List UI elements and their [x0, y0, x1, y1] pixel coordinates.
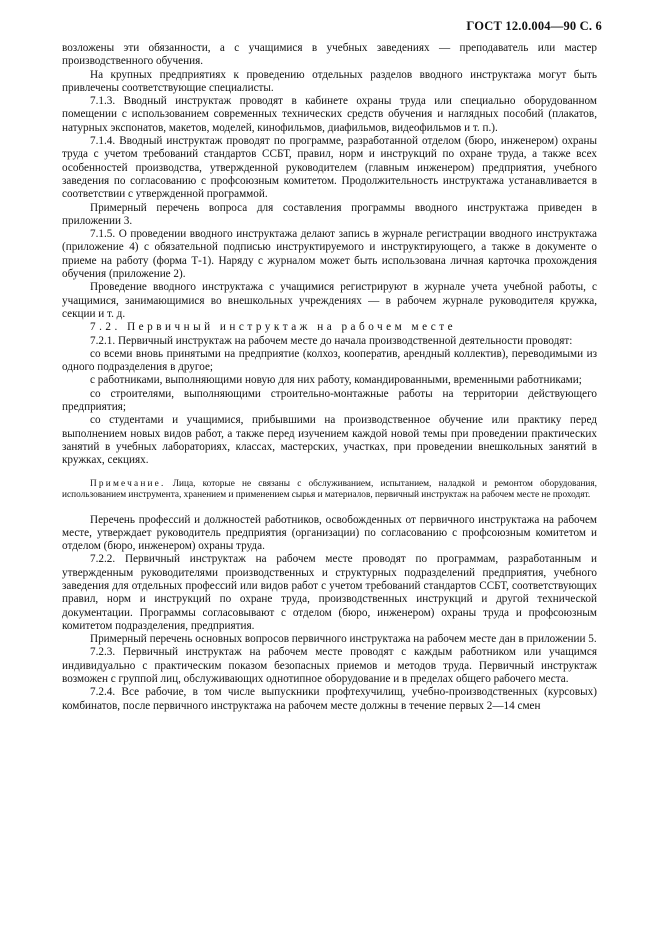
paragraph: 7.1.5. О проведении вводного инструктажа делают запись в журнале регистрации вводного инструктажа (приложение 4) с обязательной подписью инструктируемого и инструктирующего, а также в документе о приеме на работу (форма Т-1). Наряду с журналом может быть использована личная карточка прохождения обучения (приложение 2).	[62, 228, 597, 281]
note-text: Лица, которые не связаны с обслуживанием, испытанием, наладкой и ремонтом оборудования, использованием инструмента, хранением и применением сырья и материалов, первичный инструктаж на рабочем месте не проходят.	[62, 478, 597, 500]
note-label: Примечание.	[90, 478, 166, 489]
paragraph: возложены эти обязанности, а с учащимися в учебных заведениях — преподаватель или мастер производственного обучения.	[62, 42, 597, 68]
section-heading: 7.2. Первичный инструктаж на рабочем месте	[90, 321, 457, 334]
paragraph: Проведение вводного инструктажа с учащимися регистрируют в журнале учета учебной работы, с учащимися, занимающимися во внешкольных учреждениях — в рабочем журнале руководителя кружка, секции и т. д.	[62, 281, 597, 320]
paragraph: Примерный перечень основных вопросов первичного инструктажа на рабочем месте дан в приложении 5.	[90, 633, 597, 646]
paragraph: 7.2.2. Первичный инструктаж на рабочем месте проводят по программам, разработанным и утвержденным руководителями производственных и структурных подразделений предприятия, учебного заведения для отдельных профессий или видов работ с учетом требований стандартов ССБТ, соответствующих правил, норм и инструкций по охране труда, производственных инструкций и другой технической документации. Программы согласовывают с отделом (бюро, инженером) охраны труда и профсоюзным комитетом подразделения, предприятия.	[62, 553, 597, 632]
paragraph: 7.1.4. Вводный инструктаж проводят по программе, разработанной отделом (бюро, инженером) охраны труда с учетом требований стандартов ССБТ, правил, норм и инструкций по охране труда, а также всех особенностей производства, утвержденной руководителем (главным инженером) предприятия, учебного заведения по согласованию с профсоюзным комитетом. Продолжительность инструктажа устанавливается в соответствии с утвержденной программой.	[62, 135, 597, 201]
page-header: ГОСТ 12.0.004—90 С. 6	[466, 19, 602, 33]
document-body	[62, 42, 597, 713]
paragraph: 7.2.4. Все рабочие, в том числе выпускники профтехучилищ, учебно-производственных (курсовых) комбинатов, после первичного инструктажа на рабочем месте должны в течение первых 2—14 смен	[62, 686, 597, 712]
paragraph: со студентами и учащимися, прибывшими на производственное обучение или практику перед выполнением новых видов работ, а также перед изучением каждой новой темы при проведении практических занятий в учебных лабораториях, классах, мастерских, участках, при проведении внешкольных занятий в кружках, секциях.	[62, 414, 597, 467]
paragraph: с работниками, выполняющими новую для них работу, командированными, временными работниками;	[90, 374, 582, 387]
paragraph: 7.2.1. Первичный инструктаж на рабочем месте до начала производственной деятельности проводят:	[90, 334, 573, 347]
paragraph: Примерный перечень вопроса для составления программы вводного инструктажа приведен в приложении 3.	[62, 201, 597, 227]
note	[62, 479, 597, 501]
paragraph: Перечень профессий и должностей работников, освобожденных от первичного инструктажа на рабочем месте, утверждает руководитель предприятия (организации) по согласованию с профсоюзным комитетом и отделом (бюро, инженером) охраны труда.	[62, 513, 597, 553]
paragraph: со всеми вновь принятыми на предприятие (колхоз, кооператив, арендный коллектив), переводимыми из одного подразделения в другое;	[62, 347, 597, 374]
paragraph: На крупных предприятиях к проведению отдельных разделов вводного инструктажа могут быть привлечены соответствующие специалисты.	[62, 68, 597, 94]
paragraph: 7.1.3. Вводный инструктаж проводят в кабинете охраны труда или специально оборудованном помещении с использованием современных технических средств обучения и наглядных пособий (плакатов, натурных экспонатов, макетов, моделей, кинофильмов, диафильмов, видеофильмов и т. п.).	[62, 95, 597, 134]
paragraph: со строителями, выполняющими строительно-монтажные работы на территории действующего предприятия;	[62, 387, 597, 414]
paragraph: 7.2.3. Первичный инструктаж на рабочем месте проводят с каждым работником или учащимся индивидуально с практическим показом безопасных приемов и методов труда. Первичный инструктаж возможен с группой лиц, обслуживающих однотипное оборудование и в пределах общего рабочего места.	[62, 646, 597, 686]
